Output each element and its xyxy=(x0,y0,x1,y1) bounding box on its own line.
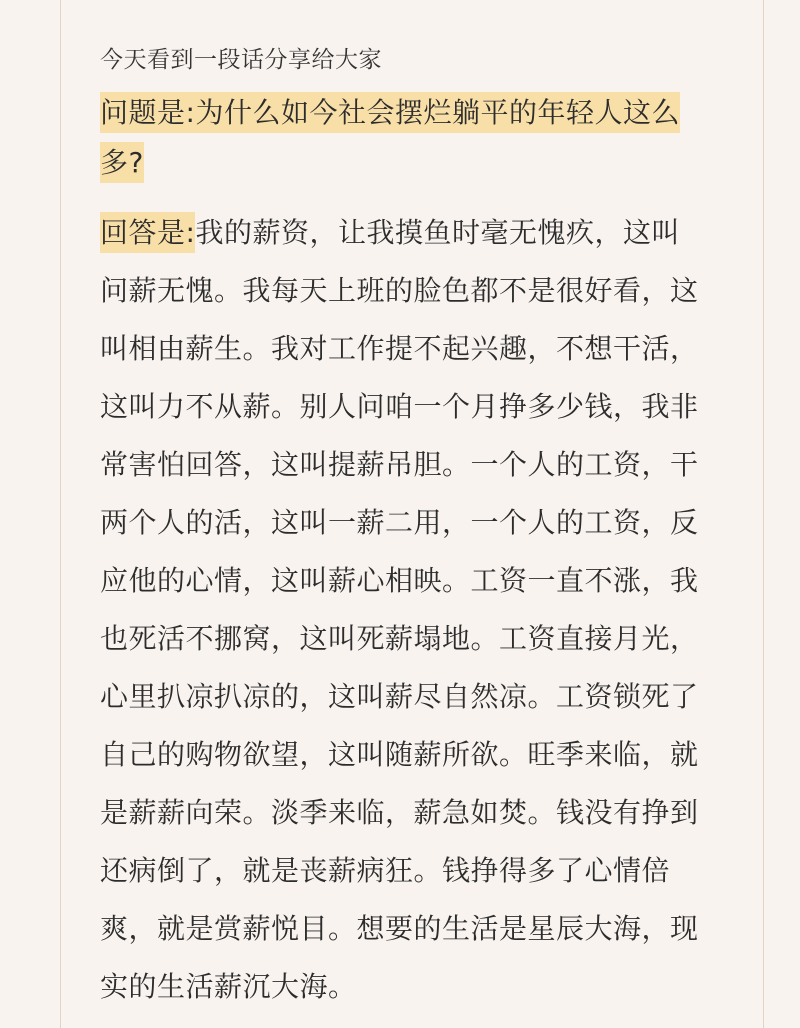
answer-paragraph xyxy=(100,204,700,1016)
question-paragraph xyxy=(100,88,700,188)
document-content xyxy=(100,36,700,1016)
answer-label: 回答是: xyxy=(100,212,195,253)
question-label: 问题是: xyxy=(100,96,196,129)
question-highlight xyxy=(100,92,680,183)
question-text: 为什么如今社会摆烂躺平的年轻人这么多? xyxy=(100,96,680,179)
answer-text: 我的薪资，让我摸鱼时毫无愧疚，这叫问薪无愧。我每天上班的脸色都不是很好看，这叫相由薪生。我对工作提不起兴趣，不想干活，这叫力不从薪。别人问咱一个月挣多少钱，我非常害怕回答，这叫提薪吊胆。一个人的工资，干两个人的活，这叫一薪二用，一个人的工资，反应他的心情，这叫薪心相映。工资一直不涨，我也死活不挪窝，这叫死薪塌地。工资直接月光，心里扒凉扒凉的，这叫薪尽自然凉。工资锁死了自己的购物欲望，这叫随薪所欲。旺季来临，就是薪薪向荣。淡季来临，薪急如焚。钱没有挣到还病倒了，就是丧薪病狂。钱挣得多了心情倍爽，就是赏薪悦目。想要的生活是星辰大海，现实的生活薪沉大海。 xyxy=(100,216,699,1003)
intro-line: 今天看到一段话分享给大家 xyxy=(100,47,382,73)
